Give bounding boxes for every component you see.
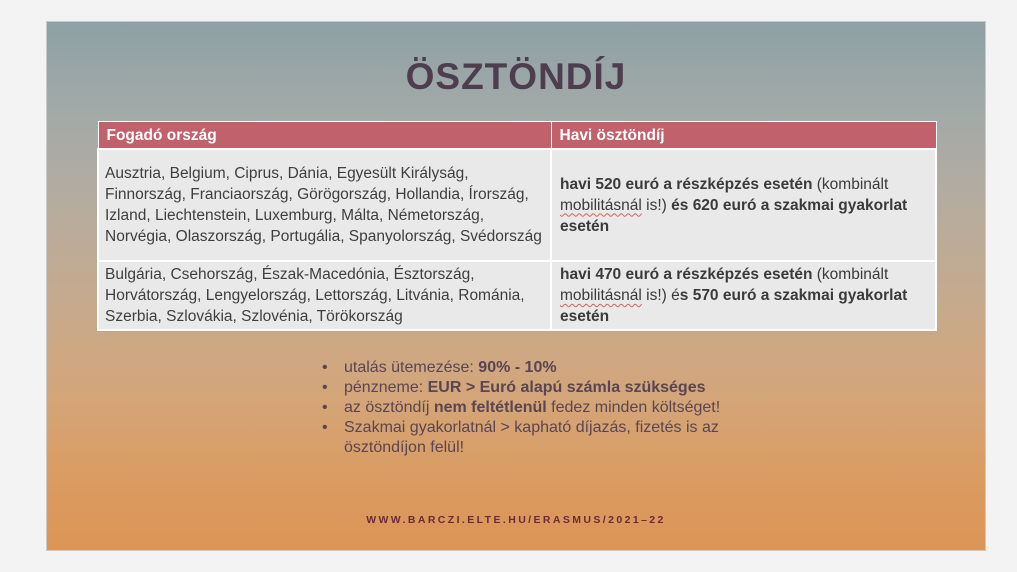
grant-amount-bold-1: havi 520 euró a részképzés esetén [560,175,813,193]
bullet-icon: • [322,359,328,376]
list-item [322,418,802,458]
grant-amount-bold-2: s 570 euró a szakmai gyakorlat esetén [560,287,908,325]
list-item [322,358,802,378]
scholarship-table [97,121,937,331]
note-bold: nem feltétlenül [433,399,547,416]
bullet-icon: • [322,399,328,416]
note-bold: 90% - 10% [478,359,557,376]
notes-list [322,358,802,458]
grant-amount-text-1: (kombinált [812,266,889,283]
list-item [322,378,802,398]
spellcheck-word: mobilitásnál [560,287,642,304]
table-header-row [98,122,936,150]
bullet-icon: • [322,379,328,396]
note-after: fedez minden költséget! [546,399,721,416]
grant-amount-text-2: is!) [641,196,672,214]
country-list-cell: Ausztria, Belgium, Ciprus, Dánia, Egyesült Királyság, Finnország, Franciaország, Görögország, Hollandia, Írország, Izland, Liechtenstein, Luxemburg, Málta, Németország, Norvégia, Olaszország, Portugália, Spanyolország, Svédország [98,149,551,261]
header-monthly-grant: Havi ösztöndíj [551,122,936,150]
note-text: utalás ütemezése: [344,359,479,376]
grant-amount-text-1: (kombinált [812,175,889,193]
table-row [98,261,936,330]
country-list-cell: Bulgária, Csehország, Észak-Macedónia, Észtország, Horvátország, Lengyelország, Lettország, Litvánia, Románia, Szerbia, Szlovákia, Szlovénia, Törökország [98,261,551,330]
header-host-country: Fogadó ország [98,122,551,150]
grant-amount-cell [551,149,936,261]
note-bold: EUR > Euró alapú számla szükséges [427,379,706,396]
slide-title: ÖSZTÖNDÍJ [405,56,627,97]
presentation-slide [47,22,985,550]
note-text: Szakmai gyakorlatnál > kapható díjazás, fizetés is az ösztöndíjon felül! [344,419,719,456]
list-item [322,398,802,418]
grant-amount-bold-1: havi 470 euró a részképzés esetén [560,266,813,283]
grant-amount-text-2: is!) é [641,287,680,304]
grant-amount-bold-2: és 620 euró a szakmai gyakorlat esetén [560,196,908,235]
table-row [98,149,936,261]
footer-url: WWW.BARCZI.ELTE.HU/ERASMUS/2021–22 [366,514,666,526]
grant-amount-cell [551,261,936,330]
note-text: pénzneme: [344,379,428,396]
note-text: az ösztöndíj [344,399,434,416]
spellcheck-word: mobilitásnál [560,196,642,214]
bullet-icon: • [322,419,328,436]
